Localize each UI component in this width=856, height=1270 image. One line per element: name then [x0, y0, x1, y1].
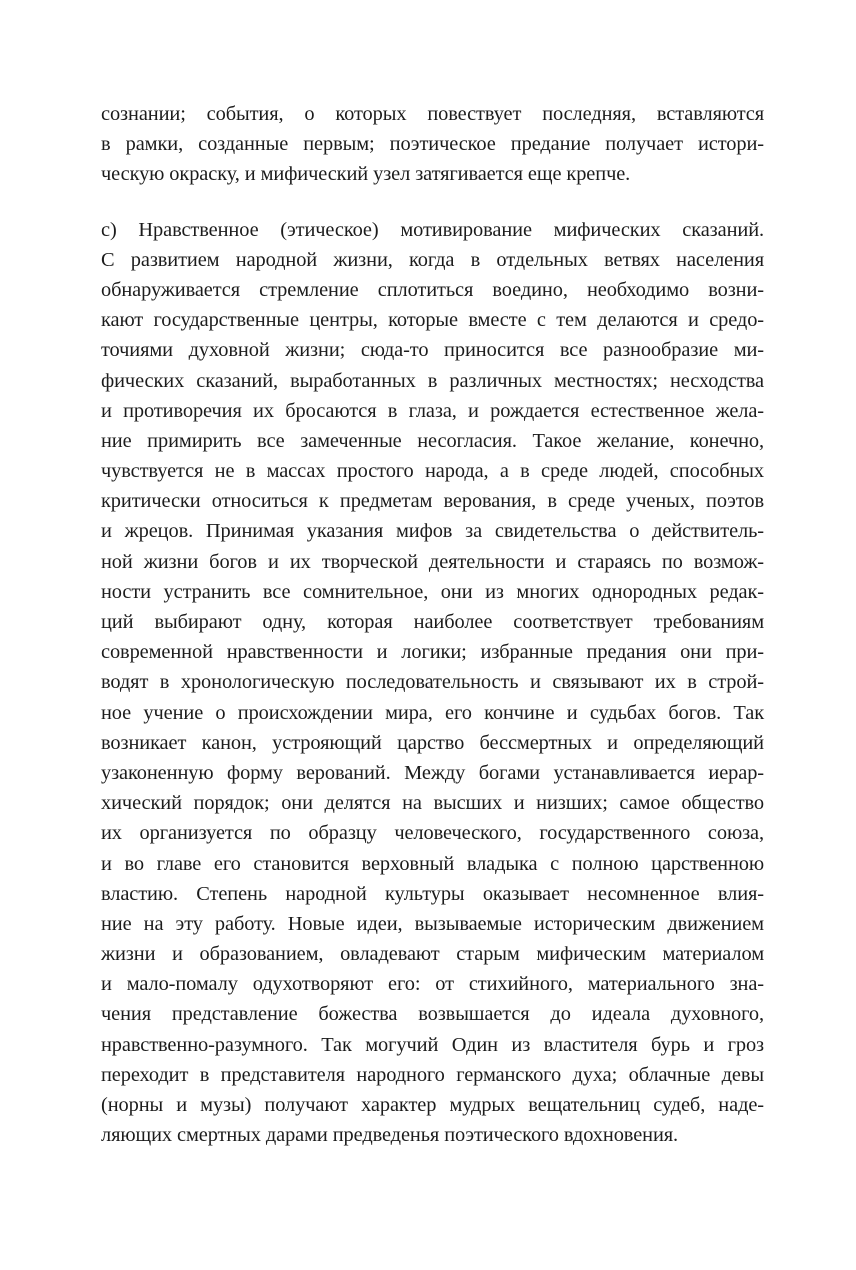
text-line: в рамки, созданные первым; поэтическое предание получает истори-: [101, 133, 764, 156]
text-line: точиями духовной жизни; сюда-то приносится все разнообразие ми-: [101, 339, 764, 362]
text-line: нравственно-разумного. Так могучий Один из властителя бурь и гроз: [101, 1033, 764, 1056]
text-line: С развитием народной жизни, когда в отдельных ветвях населения: [101, 248, 764, 271]
page-text: [101, 99, 764, 1150]
text-line: чувствуется не в массах простого народа, а в среде людей, способных: [101, 460, 764, 483]
book-page: [101, 99, 764, 1150]
text-line: чения представление божества возвышается до идеала духовного,: [101, 1003, 764, 1026]
text-line: переходит в представителя народного германского духа; облачные девы: [101, 1063, 764, 1086]
text-line: ности устранить все сомнительное, они из многих однородных редак-: [101, 580, 764, 603]
text-line: ческую окраску, и мифический узел затягивается еще крепче.: [101, 163, 631, 186]
text-line: водят в хронологическую последовательность и связывают их в строй-: [101, 671, 764, 694]
paragraph: [101, 215, 764, 1151]
text-line: узаконенную форму верований. Между богами устанавливается иерар-: [101, 761, 764, 784]
text-line: ние на эту работу. Новые идеи, вызываемые историческим движением: [101, 912, 764, 935]
text-line: ной жизни богов и их творческой деятельности и стараясь по возмож-: [101, 550, 764, 573]
text-line: обнаруживается стремление сплотиться воедино, необходимо возни-: [101, 278, 764, 301]
text-line: ций выбирают одну, которая наиболее соответствует требованиям: [101, 611, 764, 633]
text-line: и противоречия их бросаются в глаза, и рождается естественное жела-: [101, 399, 764, 422]
paragraph: [101, 99, 764, 190]
text-line: ние примирить все замеченные несогласия. Такое желание, конечно,: [101, 429, 764, 452]
text-line: сознании; события, о которых повествует последняя, вставляются: [101, 103, 764, 125]
text-line: с) Нравственное (этическое) мотивирование мифических сказаний.: [101, 218, 764, 241]
text-line: кают государственные центры, которые вместе с тем делаются и средо-: [101, 309, 764, 332]
text-line: ляющих смертных дарами предведенья поэтического вдохновения.: [101, 1124, 679, 1147]
text-line: ное учение о происхождении мира, его кончине и судьбах богов. Так: [101, 701, 764, 724]
text-line: хический порядок; они делятся на высших и низших; самое общество: [101, 792, 764, 815]
text-line: их организуется по образцу человеческого, государственного союза,: [101, 822, 764, 845]
text-line: властию. Степень народной культуры оказывает несомненное влия-: [101, 882, 764, 905]
text-line: возникает канон, устрояющий царство бессмертных и определяющий: [101, 731, 764, 754]
text-line: и во главе его становится верховный владыка с полною царственною: [101, 852, 764, 875]
text-line: и жрецов. Принимая указания мифов за свидетельства о действитель-: [101, 520, 764, 543]
text-line: и мало-помалу одухотворяют его: от стихийного, материального зна-: [101, 973, 764, 996]
text-line: современной нравственности и логики; избранные предания они при-: [101, 641, 764, 664]
text-line: фических сказаний, выработанных в различных местностях; несходства: [101, 369, 764, 392]
paragraph-gap: [101, 190, 764, 215]
text-line: критически относиться к предметам верования, в среде ученых, поэтов: [101, 490, 764, 513]
text-line: жизни и образованием, овладевают старым мифическим материалом: [101, 943, 764, 966]
text-line: (норны и музы) получают характер мудрых вещательниц судеб, наде-: [101, 1094, 764, 1116]
